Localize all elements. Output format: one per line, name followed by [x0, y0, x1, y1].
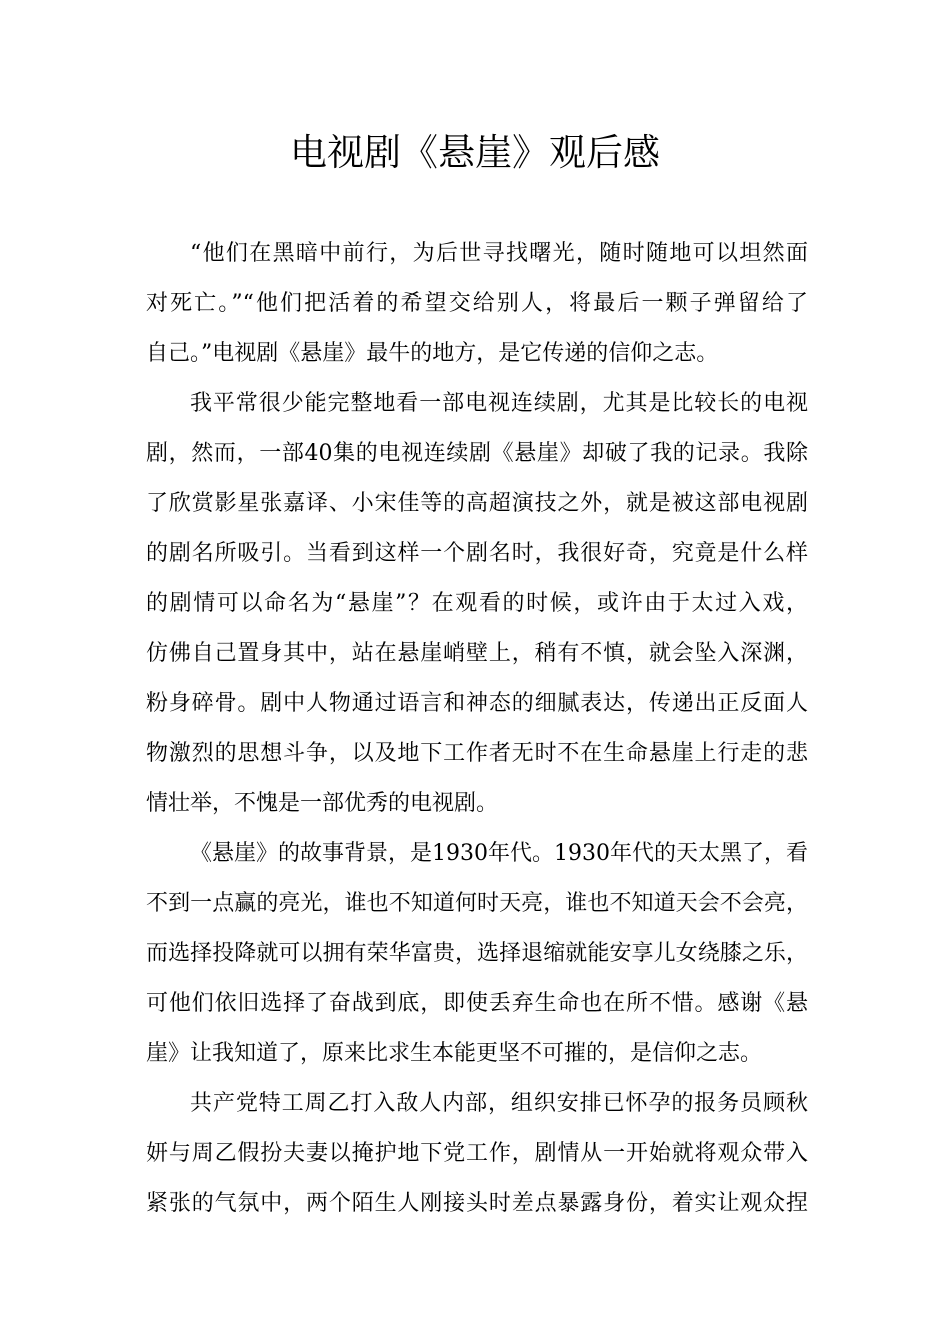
paragraph-2 — [146, 379, 808, 829]
paragraph-line: 自己。”电视剧《悬崖》最牛的地方，是它传递的信仰之志。 — [146, 341, 719, 366]
paragraph-line: 妍与周乙假扮夫妻以掩护地下党工作，剧情从一开始就将观众带入 — [146, 1141, 808, 1166]
paragraph-line: 的剧情可以命名为“悬崖”？在观看的时候，或许由于太过入戏， — [146, 591, 808, 616]
paragraph-line: 而选择投降就可以拥有荣华富贵，选择退缩就能安享儿女绕膝之乐， — [146, 941, 808, 966]
paragraph-line: 仿佛自己置身其中，站在悬崖峭壁上，稍有不慎，就会坠入深渊， — [146, 641, 808, 666]
paragraph-line: 《悬崖》的故事背景，是1930年代。1930年代的天太黑了，看 — [190, 841, 808, 866]
paragraph-line: 物激烈的思想斗争，以及地下工作者无时不在生命悬崖上行走的悲 — [146, 741, 808, 766]
paragraph-4 — [146, 1079, 808, 1229]
paragraph-line: 了欣赏影星张嘉译、小宋佳等的高超演技之外，就是被这部电视剧 — [146, 491, 808, 516]
paragraph-line: 剧，然而，一部40集的电视连续剧《悬崖》却破了我的记录。我除 — [146, 441, 808, 466]
paragraph-line: 对死亡。”“他们把活着的希望交给别人，将最后一颗子弹留给了 — [146, 291, 808, 316]
paragraph-line: 崖》让我知道了，原来比求生本能更坚不可摧的，是信仰之志。 — [146, 1041, 763, 1066]
document-body — [146, 229, 808, 1229]
paragraph-3 — [146, 829, 808, 1079]
paragraph-line: “他们在黑暗中前行，为后世寻找曙光，随时随地可以坦然面 — [190, 241, 808, 266]
paragraph-line: 我平常很少能完整地看一部电视连续剧，尤其是比较长的电视 — [190, 391, 808, 416]
paragraph-line: 情壮举，不愧是一部优秀的电视剧。 — [146, 791, 499, 816]
paragraph-line: 可他们依旧选择了奋战到底，即使丢弃生命也在所不惜。感谢《悬 — [146, 991, 808, 1016]
paragraph-line: 的剧名所吸引。当看到这样一个剧名时，我很好奇，究竟是什么样 — [146, 541, 808, 566]
document-title: 电视剧《悬崖》观后感 — [290, 131, 660, 174]
paragraph-line: 共产党特工周乙打入敌人内部，组织安排已怀孕的报务员顾秋 — [190, 1091, 808, 1116]
paragraph-line: 紧张的气氛中，两个陌生人刚接头时差点暴露身份，着实让观众捏 — [146, 1191, 808, 1216]
paragraph-line: 不到一点赢的亮光，谁也不知道何时天亮，谁也不知道天会不会亮， — [146, 891, 808, 916]
paragraph-1 — [146, 229, 808, 379]
paragraph-line: 粉身碎骨。剧中人物通过语言和神态的细腻表达，传递出正反面人 — [146, 691, 808, 716]
